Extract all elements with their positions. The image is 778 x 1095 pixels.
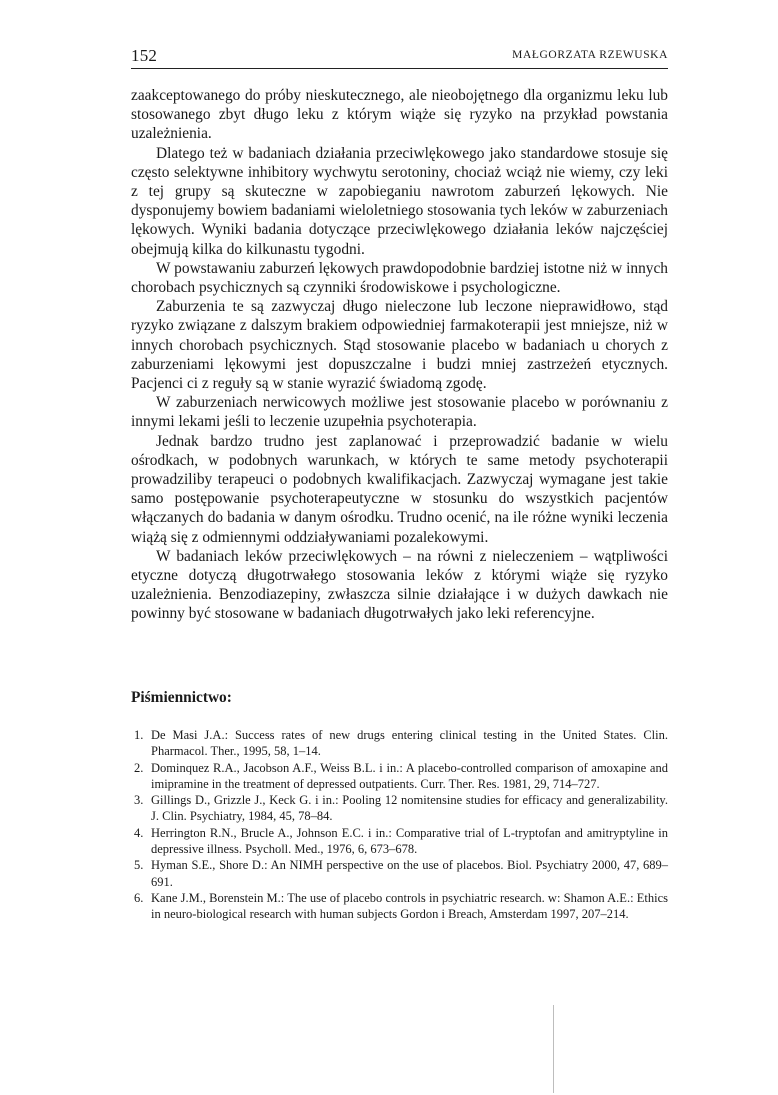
reference-item (131, 760, 668, 793)
references-heading: Piśmiennictwo: (131, 689, 232, 706)
page-header (131, 44, 668, 69)
reference-number: 2. (134, 760, 144, 775)
paragraph: W badaniach leków przeciwlękowych – na równi z nieleczeniem – wątpliwości etyczne dotyczą długotrwałego stosowania leków z którymi wiąże się ryzyko uzależnienia. Benzodiazepiny, zwłaszcza silnie działające i w dużych dawkach nie powinny być stosowane w badaniach długotrwałych jako leki referencyjne. (131, 547, 668, 623)
reference-number: 4. (134, 825, 144, 840)
reference-item (131, 727, 668, 760)
reference-text: Dominquez R.A., Jacobson A.F., Weiss B.L. i in.: A placebo-controlled comparison of amoxapine and imipramine in the treatment of depressed outpatients. Curr. Ther. Res. 1981, 29, 714–727. (151, 760, 668, 791)
references-list (131, 727, 668, 923)
reference-text: De Masi J.A.: Success rates of new drugs entering clinical testing in the United States. Clin. Pharmacol. Ther., 1995, 58, 1–14. (151, 728, 668, 759)
reference-item (131, 792, 668, 825)
reference-number: 5. (134, 858, 144, 873)
reference-number: 3. (134, 793, 144, 808)
reference-number: 6. (134, 890, 144, 905)
page-number: 152 (131, 46, 158, 65)
scan-artifact-line (553, 1005, 554, 1093)
reference-item (131, 890, 668, 923)
paragraph: Zaburzenia te są zazwyczaj długo nieleczone lub leczone nieprawidłowo, stąd ryzyko związane z dalszym brakiem odpowiedniej farmakoterapii jest mniejsze, niż w innych chorobach psychicznych. Stąd stosowanie placebo w badaniach u chorych z zaburzeniami lękowymi jest dopuszczalne i budzi mniej zastrzeżeń etycznych. Pacjenci ci z reguły są w stanie wyrazić świadomą zgodę. (131, 298, 668, 393)
paragraph: zaakceptowanego do próby nieskutecznego, ale nieobojętnego dla organizmu leku lub stosowanego zbyt długo leku z którym wiąże się ryzyko na przykład powstania uzależnienia. (131, 87, 668, 143)
reference-text: Hyman S.E., Shore D.: An NIMH perspective on the use of placebos. Biol. Psychiatry 2000, 47, 689–691. (151, 858, 668, 889)
body-text (131, 86, 668, 624)
reference-number: 1. (134, 728, 144, 742)
paragraph: Dlatego też w badaniach działania przeciwlękowego jako standardowe stosuje się często selektywne inhibitory wychwytu serotoniny, chociaż wciąż nie wiemy, czy leki z tej grupy są skuteczne w zapobieganiu nawrotom zaburzeń lękowych. Nie dysponujemy bowiem badaniami wieloletniego stosowania tych leków w zaburzeniach lękowych. Wyniki badania dotyczące przeciwlękowego działania leków najczęściej obejmują kilka do kilkunastu tygodni. (131, 144, 668, 258)
paragraph: W powstawaniu zaburzeń lękowych prawdopodobnie bardziej istotne niż w innych chorobach psychicznych są czynniki środowiskowe i psychologiczne. (131, 259, 668, 297)
paragraph: Jednak bardzo trudno jest zaplanować i przeprowadzić badanie w wielu ośrodkach, w podobnych warunkach, w których te same metody psychoterapii prowadziliby terapeuci o podobnych kwalifikacjach. Zazwyczaj wymagane jest takie samo postępowanie psychoterapeutyczne w stosunku do wszystkich pacjentów włączanych do badania w danym ośrodku. Trudno ocenić, na ile różne wyniki leczenia wiążą się z odmiennymi oddziaływaniami pozalekowymi. (131, 432, 668, 546)
paragraph: W zaburzeniach nerwicowych możliwe jest stosowanie placebo w porównaniu z innymi lekami jeśli to leczenie uzupełnia psychoterapia. (131, 394, 668, 431)
reference-item (131, 857, 668, 890)
running-head-author: MAŁGORZATA RZEWUSKA (512, 49, 668, 61)
reference-text: Gillings D., Grizzle J., Keck G. i in.: Pooling 12 nomitensine studies for efficacy and generalizability. J. Clin. Psychiatry, 1984, 45, 78–84. (151, 793, 668, 824)
reference-text: Kane J.M., Borenstein M.: The use of placebo controls in psychiatric research. w: Shamon A.E.: Ethics in neuro-biological research with human subjects Gordon i Breach, Amsterdam 1997, 207–214. (151, 890, 668, 922)
reference-item (131, 825, 668, 858)
reference-text: Herrington R.N., Brucle A., Johnson E.C. i in.: Comparative trial of L-tryptofan and amitryptyline in depressive illness. Psycholl. Med., 1976, 6, 673–678. (151, 825, 668, 857)
